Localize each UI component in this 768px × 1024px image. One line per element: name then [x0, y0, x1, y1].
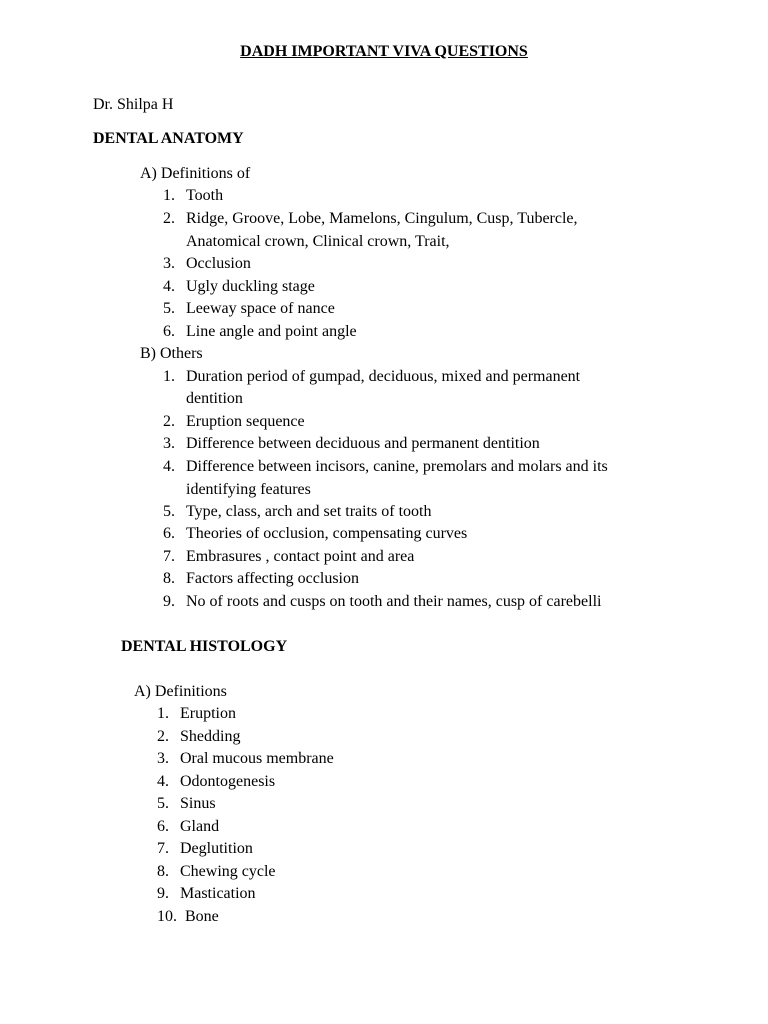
- list-item: Oral mucous membrane: [180, 750, 334, 767]
- author-name: Dr. Shilpa H: [93, 96, 174, 113]
- list-item-number: 1.: [157, 705, 169, 722]
- list-item-continuation: Anatomical crown, Clinical crown, Trait,: [186, 233, 450, 250]
- list-item: Mastication: [180, 885, 256, 902]
- list-item: Odontogenesis: [180, 773, 276, 790]
- list-item-number: 7.: [157, 840, 169, 857]
- list-item: Ugly duckling stage: [186, 278, 315, 295]
- list-item-number: 3.: [163, 435, 175, 452]
- list-item: Eruption: [180, 705, 236, 722]
- list-item-number: 2.: [157, 728, 169, 745]
- section-heading-dental-histology: DENTAL HISTOLOGY: [121, 638, 288, 655]
- list-item: Factors affecting occlusion: [186, 570, 359, 587]
- list-item-number: 2.: [163, 413, 175, 430]
- group-label-definitions: A) Definitions: [134, 683, 227, 700]
- list-item: Occlusion: [186, 255, 251, 272]
- list-item: Bone: [185, 908, 219, 925]
- group-label-definitions-of: A) Definitions of: [140, 165, 251, 182]
- list-item-continuation: identifying features: [186, 481, 311, 498]
- list-item-number: 8.: [157, 863, 169, 880]
- page-title: DADH IMPORTANT VIVA QUESTIONS: [240, 43, 528, 60]
- list-item-number: 3.: [157, 750, 169, 767]
- list-item: Gland: [180, 818, 220, 835]
- list-item-number: 8.: [163, 570, 175, 587]
- list-item: Eruption sequence: [186, 413, 305, 430]
- list-item-number: 5.: [157, 795, 169, 812]
- list-item: Line angle and point angle: [186, 323, 357, 340]
- list-item: Difference between deciduous and permanent dentition: [186, 435, 540, 452]
- list-item-number: 6.: [157, 818, 169, 835]
- list-item-number: 1.: [163, 187, 175, 204]
- list-item-number: 3.: [163, 255, 175, 272]
- list-item-number: 6.: [163, 525, 175, 542]
- list-item-number: 4.: [163, 458, 175, 475]
- list-item: Embrasures , contact point and area: [186, 548, 415, 565]
- list-item-number: 4.: [163, 278, 175, 295]
- list-item: Deglutition: [180, 840, 253, 857]
- list-item-number: 9.: [157, 885, 169, 902]
- group-label-others: B) Others: [140, 345, 203, 362]
- list-item: Theories of occlusion, compensating curves: [186, 525, 468, 542]
- list-item-number: 2.: [163, 210, 175, 227]
- list-item-number: 1.: [163, 368, 175, 385]
- list-item: Type, class, arch and set traits of tooth: [186, 503, 432, 520]
- list-item: Chewing cycle: [180, 863, 276, 880]
- list-item: Duration period of gumpad, deciduous, mixed and permanent: [186, 368, 581, 385]
- list-item: Difference between incisors, canine, premolars and molars and its: [186, 458, 608, 475]
- list-item-number: 7.: [163, 548, 175, 565]
- list-item: No of roots and cusps on tooth and their names, cusp of carebelli: [186, 593, 602, 610]
- list-item-number: 9.: [163, 593, 175, 610]
- section-heading-dental-anatomy: DENTAL ANATOMY: [93, 130, 244, 147]
- list-item-number: 10.: [157, 908, 177, 925]
- list-item-continuation: dentition: [186, 390, 243, 407]
- list-item: Ridge, Groove, Lobe, Mamelons, Cingulum, Cusp, Tubercle,: [186, 210, 578, 227]
- list-item-number: 5.: [163, 300, 175, 317]
- list-item: Shedding: [180, 728, 241, 745]
- list-item: Tooth: [186, 187, 224, 204]
- list-item: Leeway space of nance: [186, 300, 335, 317]
- list-item-number: 6.: [163, 323, 175, 340]
- list-item: Sinus: [180, 795, 216, 812]
- list-item-number: 4.: [157, 773, 169, 790]
- list-item-number: 5.: [163, 503, 175, 520]
